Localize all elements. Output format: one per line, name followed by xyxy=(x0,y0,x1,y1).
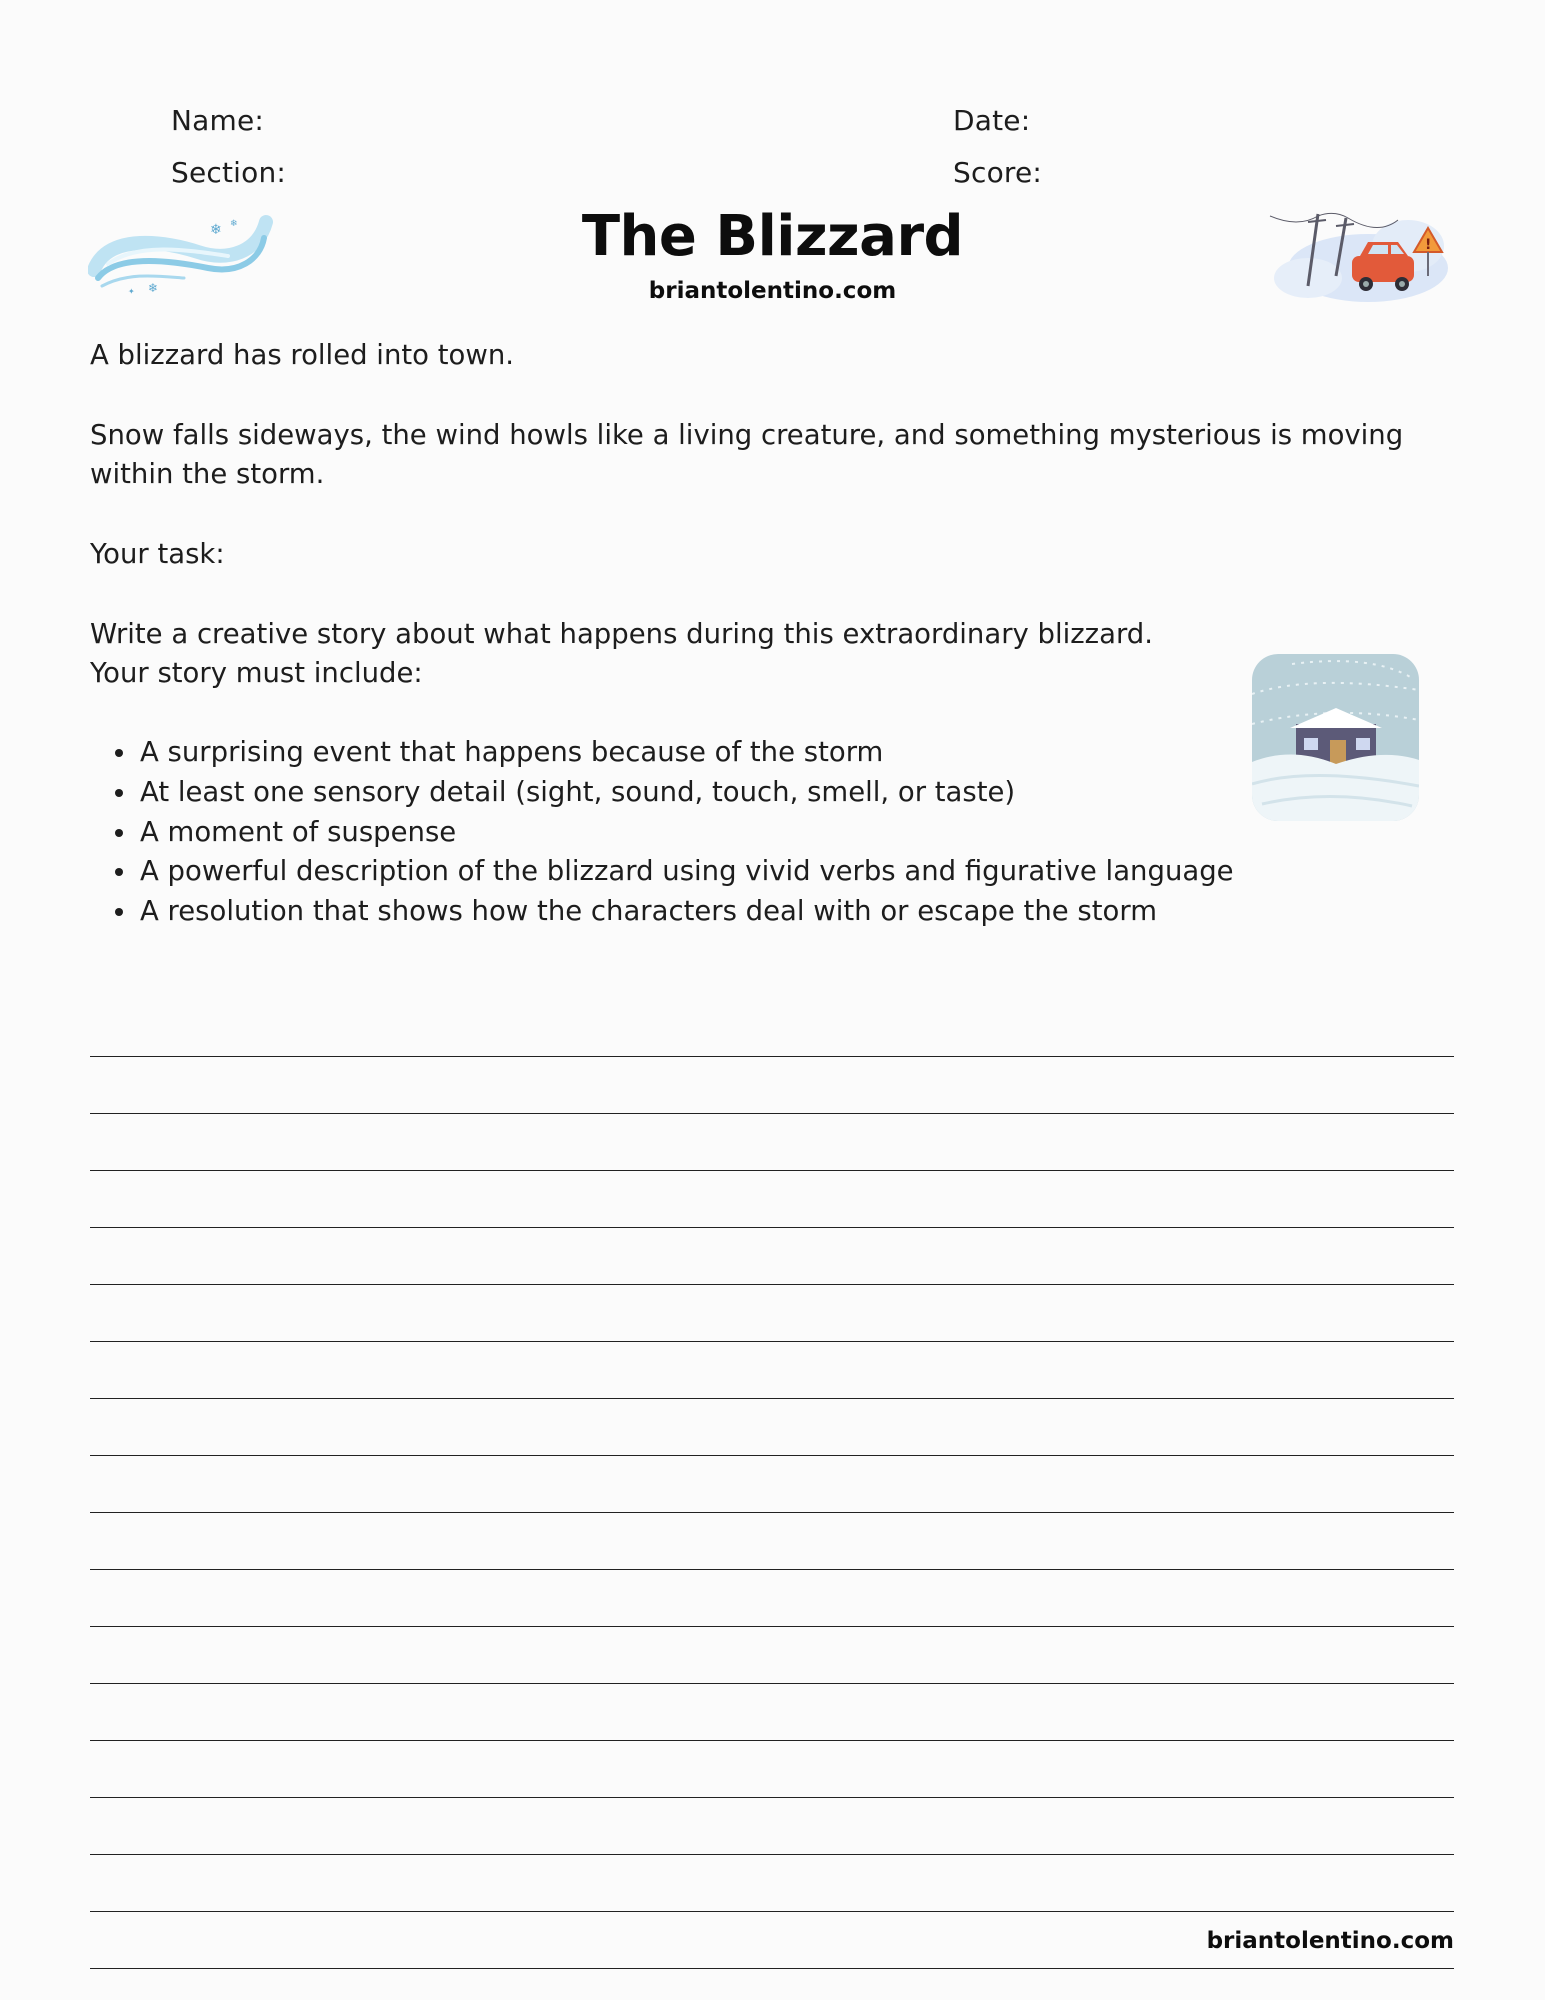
intro-paragraph-1: A blizzard has rolled into town. xyxy=(90,339,514,371)
website-subtitle: briantolentino.com xyxy=(648,278,897,304)
writing-line[interactable] xyxy=(90,1057,1454,1114)
writing-line[interactable] xyxy=(90,1684,1454,1741)
writing-line[interactable] xyxy=(90,1285,1454,1342)
svg-text:✦: ✦ xyxy=(128,287,135,296)
writing-line[interactable] xyxy=(90,1741,1454,1798)
writing-lines xyxy=(90,1000,1454,1969)
writing-line[interactable] xyxy=(90,1456,1454,1513)
writing-line[interactable] xyxy=(90,1798,1454,1855)
requirement-item: • A moment of suspense xyxy=(138,813,1234,853)
writing-line[interactable] xyxy=(90,1228,1454,1285)
writing-line[interactable] xyxy=(90,1000,1454,1057)
svg-text:❄: ❄ xyxy=(230,219,238,229)
footer-website: briantolentino.com xyxy=(1206,1928,1454,1954)
date-label: Date: xyxy=(953,104,1031,137)
intro-paragraph-2: Snow falls sideways, the wind howls like a living creature, and something mysterious is moving within the storm. xyxy=(90,419,1404,490)
worksheet-title: The Blizzard xyxy=(581,204,964,269)
svg-text:❄: ❄ xyxy=(210,222,222,238)
writing-line[interactable] xyxy=(90,1114,1454,1171)
requirement-item: • At least one sensory detail (sight, sound, touch, smell, or taste) xyxy=(138,773,1234,813)
svg-text:!: ! xyxy=(1425,237,1432,253)
task-heading: Your task: xyxy=(90,538,225,570)
requirement-item: • A surprising event that happens because of the storm xyxy=(138,733,1234,773)
writing-line[interactable] xyxy=(90,1513,1454,1570)
task-instructions: Write a creative story about what happens during this extraordinary blizzard. Your story must include: xyxy=(90,618,1153,689)
writing-line[interactable] xyxy=(90,1570,1454,1627)
score-label: Score: xyxy=(953,156,1043,189)
writing-line[interactable] xyxy=(90,1855,1454,1912)
snowed-house-illustration xyxy=(1252,654,1419,821)
car-in-snow-illustration xyxy=(1268,206,1452,306)
svg-text:❄: ❄ xyxy=(148,281,159,295)
name-label: Name: xyxy=(171,104,265,137)
requirements-list xyxy=(90,733,1234,932)
writing-line[interactable] xyxy=(90,1342,1454,1399)
requirement-item: • A powerful description of the blizzard using vivid verbs and figurative language xyxy=(138,852,1234,892)
writing-line[interactable] xyxy=(90,1399,1454,1456)
writing-line[interactable] xyxy=(90,1171,1454,1228)
writing-line[interactable] xyxy=(90,1627,1454,1684)
section-label: Section: xyxy=(171,156,287,189)
requirement-item: • A resolution that shows how the characters deal with or escape the storm xyxy=(138,892,1234,932)
